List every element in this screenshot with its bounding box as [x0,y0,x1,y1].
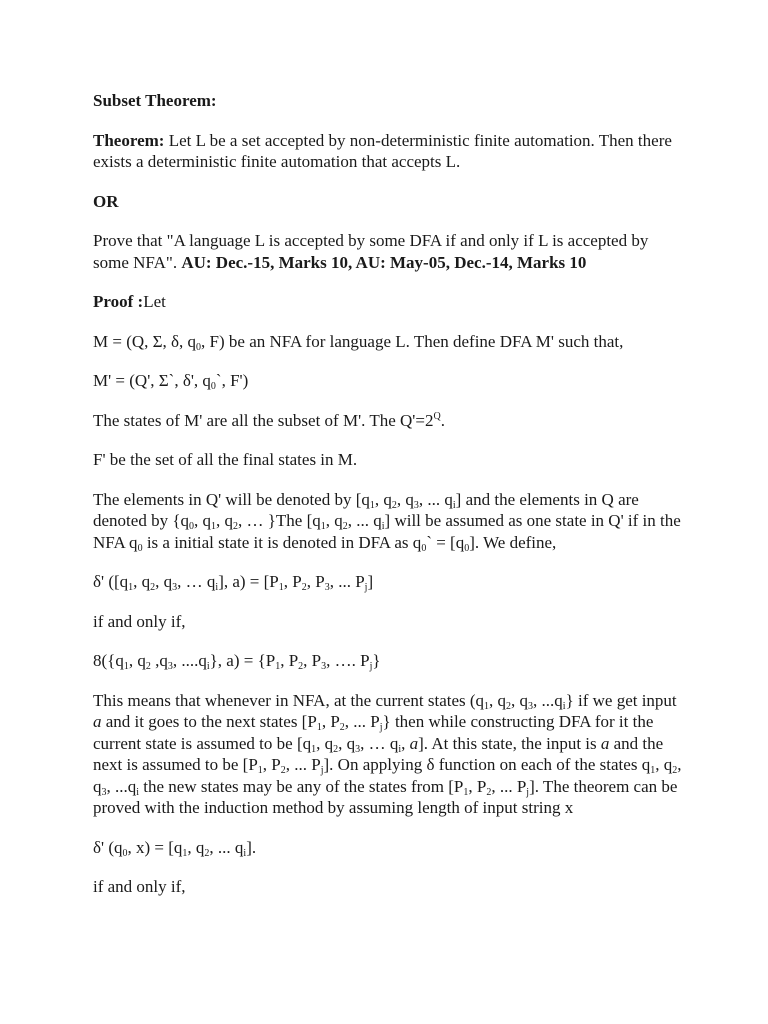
states-line [93,410,683,432]
elements-text: , ... q [418,489,453,509]
elements-text: , q [193,511,211,530]
means-text: , q [655,755,673,774]
elements-sub: 0 [464,542,470,554]
means-italic: a [409,733,419,753]
delta-x-sub: 1 [182,847,188,859]
eight-eq-text: , …. P [326,651,370,670]
nfa-definition [93,331,683,353]
means-sub: 1 [257,765,263,776]
delta-x-sub: i [243,847,247,859]
delta-equation [93,571,683,593]
means-text: ]. At this state, the input is [418,733,601,753]
means-text: This means that whenever in NFA, at the current states (q [93,690,485,710]
eight-eq-sub: 2 [298,661,304,672]
means-sub: i [398,743,402,755]
delta-eq-sub: 1 [278,582,284,593]
means-text: , q [316,733,334,753]
delta-eq-sub: 3 [324,582,330,593]
eight-eq-text: }, a) = {P [209,651,276,670]
theorem-label: Theorem: [93,130,165,150]
states-pre: The states of M' are all the subset of M'. The Q'=2 [93,410,434,430]
means-text: , q [93,755,682,796]
delta-x-sub: 2 [204,847,210,859]
delta-eq-sub: 2 [150,582,156,593]
proof-label: Proof : [93,292,144,311]
elements-sub: 2 [342,521,348,532]
means-sub: 1 [311,743,317,755]
elements-text: , q [374,489,392,509]
eight-eq-text: ,q [150,651,168,670]
theorem-paragraph [93,130,683,173]
means-sub: 3 [528,700,534,712]
eight-eq-text: , q [128,651,146,670]
elements-sub: i [381,521,385,532]
states-sup: Q [433,410,441,422]
eight-equation [93,650,683,672]
theorem-text: Let L be a set accepted by non-deterministic finite automation. Then there exists a deterministic finite automation that accepts L. [93,130,672,171]
means-sub: 1 [316,722,322,733]
elements-text: is a initial state it is denoted in DFA as q [142,532,422,552]
means-sub: 3 [355,743,361,755]
elements-text: , q [396,489,414,509]
prove-text: Prove that "A language L is accepted by some DFA if and only if L is accepted by some NFA". [93,231,649,272]
delta-x-text: , ... q [209,837,244,857]
eight-eq-text: } [372,651,381,670]
means-text: and it goes to the next states [P [101,712,317,731]
elements-text: ] will be assumed as one state in Q' if in the NFA q [93,511,681,552]
means-text: and the next is assumed to be [P [93,733,664,774]
elements-sub: 1 [369,499,375,511]
nfa-def-sub: 0 [196,341,202,353]
elements-sub: 0 [137,542,143,554]
means-text: , P [468,776,487,796]
iff-line-2: if and only if, [93,877,186,896]
delta-x-sub: 0 [122,847,128,859]
means-text: , q [338,733,356,753]
delta-x-text: δ' (q [93,837,123,857]
delta-eq-sub: 3 [172,582,178,593]
delta-eq-text: , q [133,572,151,591]
means-text: , P [262,755,281,774]
elements-sub: 1 [210,521,216,532]
or-label: OR [93,191,119,211]
means-sub: 2 [280,765,286,776]
means-sub: 2 [486,786,492,798]
dfa-def-sub: 0 [210,381,216,392]
eight-eq-sub: 3 [167,661,173,672]
elements-text: , q [215,511,233,530]
delta-eq-text: ] [367,572,374,591]
delta-eq-sub: j [364,582,368,593]
elements-sub: i [452,499,456,511]
eight-eq-sub: 2 [145,661,151,672]
iff-line: if and only if, [93,611,186,631]
means-text: , … q [360,733,399,753]
means-sub: j [526,786,530,798]
nfa-def-post: , F) be an NFA for language L. Then define DFA M' such that, [201,331,624,351]
proof-text: Let [143,292,166,311]
elements-sub: 0 [188,521,194,532]
delta-eq-text: ], a) = [P [218,572,279,591]
elements-sub: 2 [232,521,238,532]
elements-paragraph [93,489,683,554]
delta-eq-text: , … q [177,572,216,591]
elements-text: ` = [q [426,532,465,552]
elements-text: , q [325,511,343,530]
means-text: } if we get input [565,690,677,710]
final-states-line: F' be the set of all the final states in M. [93,450,358,469]
delta-eq-text: , P [306,572,325,591]
means-text: , P [321,712,340,731]
exam-reference: AU: Dec.-15, Marks 10, AU: May-05, Dec.-14, Marks 10 [181,252,587,272]
elements-sub: 2 [391,499,397,511]
elements-text: , ... q [347,511,382,530]
means-text: , q [489,690,507,710]
eight-eq-sub: j [369,661,373,672]
means-sub: 2 [506,700,512,712]
means-sub: j [379,722,383,733]
elements-text: ]. We define, [469,532,557,552]
delta-x-text: ]. [246,837,257,857]
delta-eq-text: , q [155,572,173,591]
means-sub: i [136,786,140,798]
means-text: , q [511,690,529,710]
elements-text: , … }The [q [237,511,321,530]
eight-eq-text: , P [280,651,299,670]
means-sub: 3 [101,786,107,798]
eight-eq-sub: 3 [321,661,327,672]
means-text: , ...q [106,776,137,796]
eight-eq-sub: i [206,661,210,672]
means-text: , [401,733,410,753]
delta-x-equation [93,837,683,859]
means-sub: 1 [484,700,490,712]
means-text: , ...q [533,690,563,710]
means-sub: i [562,700,566,712]
dfa-definition [93,370,683,392]
means-text: ]. The theorem can be proved with the induction method by assuming length of input string x [93,776,678,817]
means-sub: 2 [672,765,678,776]
delta-eq-text: δ' ([q [93,572,129,591]
means-text: the new states may be any of the states from [P [139,776,464,796]
delta-eq-sub: 2 [301,582,307,593]
elements-sub: 0 [421,542,427,554]
elements-text: ] and the elements in Q are denoted by {q [93,489,639,530]
means-sub: 2 [333,743,339,755]
section-heading: Subset Theorem: [93,91,217,110]
means-sub: 1 [650,765,656,776]
document-page [93,90,683,916]
eight-eq-text: , P [303,651,322,670]
prove-paragraph [93,230,683,273]
means-sub: j [320,765,324,776]
delta-x-text: , q [187,837,205,857]
means-paragraph [93,690,683,819]
dfa-def-post: `, F') [215,371,249,390]
means-text: ]. On applying δ function on each of the states q [323,755,651,774]
proof-paragraph [93,291,683,313]
eight-eq-text: 8({q [93,651,124,670]
eight-eq-text: , ....q [172,651,207,670]
elements-sub: 1 [320,521,326,532]
elements-text: The elements in Q' will be denoted by [q [93,489,370,509]
dfa-def-pre: M' = (Q', Σ`, δ', q [93,371,211,390]
means-sub: 1 [463,786,469,798]
eight-eq-sub: 1 [123,661,129,672]
eight-eq-sub: 1 [275,661,281,672]
means-italic: a [93,712,102,731]
elements-sub: 3 [413,499,419,511]
means-italic: a [600,733,610,753]
states-post: . [440,410,445,430]
delta-eq-sub: i [215,582,219,593]
means-sub: 2 [339,722,345,733]
delta-eq-text: , ... P [329,572,365,591]
means-text: } then while constructing DFA for it the current state is assumed to be [q [93,712,654,753]
nfa-def-pre: M = (Q, Σ, δ, q [93,331,197,351]
delta-eq-text: , P [283,572,302,591]
means-text: , ... P [344,712,380,731]
delta-eq-sub: 1 [128,582,134,593]
means-text: , ... P [285,755,321,774]
means-text: , ... P [491,776,527,796]
delta-x-text: , x) = [q [127,837,183,857]
